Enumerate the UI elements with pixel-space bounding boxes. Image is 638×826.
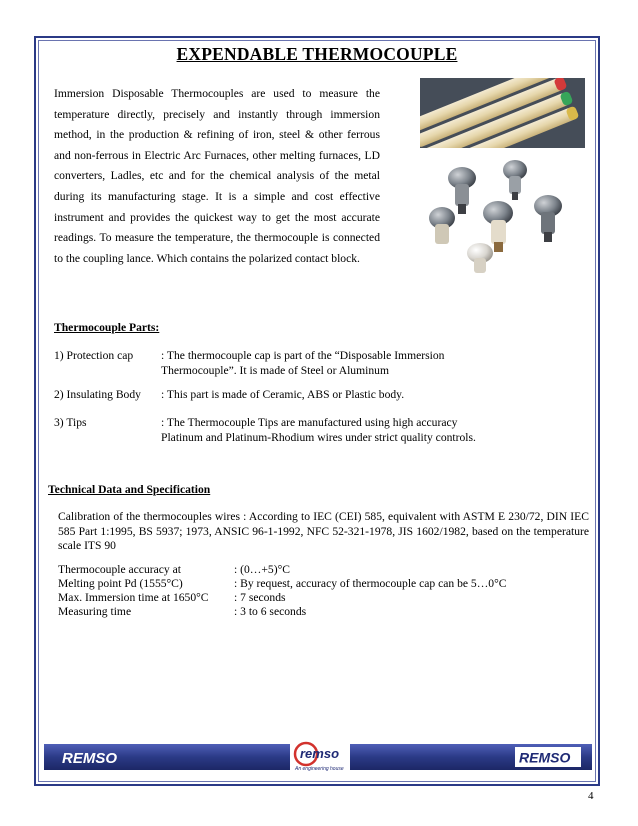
part-tips — [54, 416, 534, 460]
page-title: EXPENDABLE THERMOCOUPLE — [176, 44, 458, 64]
logo-wordmark: remso — [300, 746, 340, 761]
part-protection-cap — [54, 349, 534, 379]
part-label: 3) Tips — [54, 416, 87, 429]
part-label: 1) Protection cap — [54, 349, 134, 362]
logo-tagline: An engineering house — [295, 766, 344, 772]
part-description: : The Thermocouple Tips are manufactured using high accuracy Platinum and Platinum-Rhodium wires under strict quality controls. — [161, 416, 476, 444]
spec-key: Thermocouple accuracy at — [58, 563, 181, 576]
thermocouple-product-photo — [420, 78, 585, 273]
tech-heading: Technical Data and Specification — [48, 483, 211, 496]
spec-value: : (0…+5)°C — [234, 563, 290, 576]
part-description: : The thermocouple cap is part of the “Disposable Immersion Thermocouple”. It is made of Steel or Aluminum — [161, 349, 445, 377]
spec-value: : 3 to 6 seconds — [234, 605, 307, 618]
parts-heading: Thermocouple Parts: — [54, 321, 160, 334]
page-number: 4 — [588, 790, 594, 802]
footer-left-brand: REMSO — [62, 750, 118, 767]
spec-key: Measuring time — [58, 605, 132, 618]
spec-row — [58, 605, 589, 620]
spec-row — [58, 577, 589, 592]
part-description: : This part is made of Ceramic, ABS or Plastic body. — [161, 388, 405, 401]
footer-brand-band — [44, 738, 592, 776]
spec-value: : 7 seconds — [234, 591, 286, 604]
part-insulating-body — [54, 388, 534, 404]
calibration-paragraph: Calibration of the thermocouples wires : According to IEC (CEI) 585, equivalent with ASTM E 230/72, DIN IEC 585 Part 1:1995, BS 5937; 1973, ANSIC 96-1-1992, NFC 52-321-1978, JIS 1602/1982, based on the temperature scale ITS 90 — [58, 510, 589, 552]
spec-key: Max. Immersion time at 1650°C — [58, 591, 209, 604]
remso-logo — [290, 738, 350, 776]
spec-row — [58, 563, 589, 578]
part-label: 2) Insulating Body — [54, 388, 141, 401]
intro-paragraph: Immersion Disposable Thermocouples are used to measure the temperature directly, precisely and instantly through immersion method, in the production & refining of iron, steel & other ferrous and non-ferrous in Electric Arc Furnaces, other melting furnaces, LD converters, Ladles, etc and for the chemical analysis of the metal during its manufacturing stage. It is a simple and cost effective instrument and provides the quickest way to get the most accurate readings. To measure the temperature, the thermocouple is connected to the coupling lance. Which contains the polarized contact block. — [54, 87, 380, 265]
footer-right-brand: REMSO — [519, 749, 571, 766]
spec-row — [58, 591, 589, 606]
spec-value: : By request, accuracy of thermocouple cap can be 5…0°C — [234, 577, 507, 590]
spec-key: Melting point Pd (1555°C) — [58, 577, 183, 590]
